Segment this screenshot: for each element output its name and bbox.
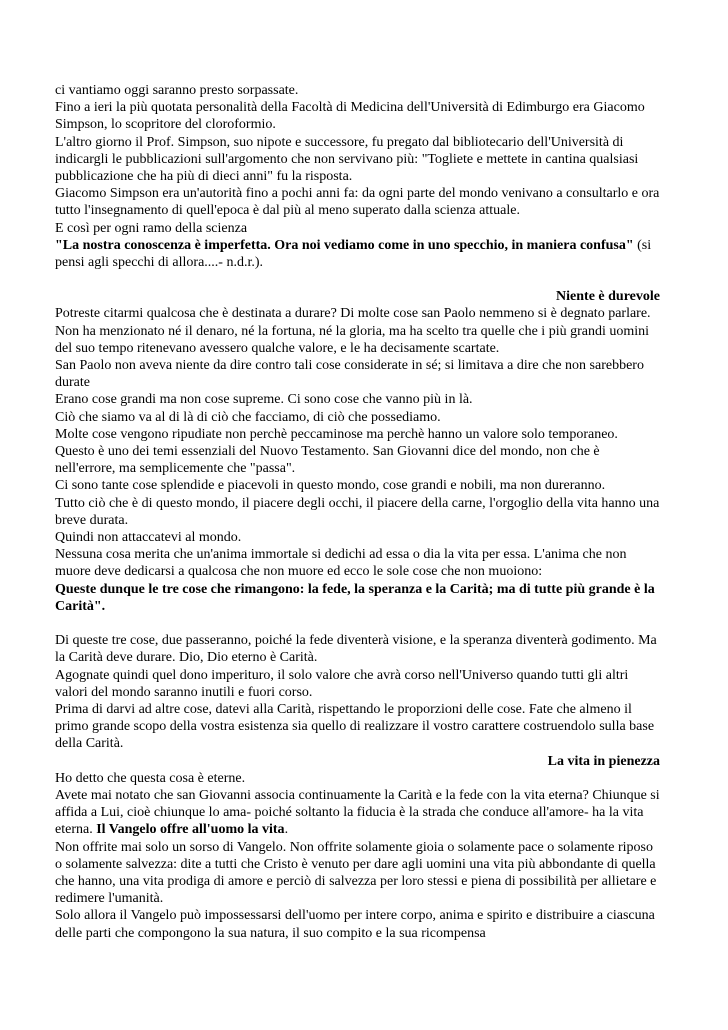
spacer bbox=[55, 271, 660, 288]
paragraph: Questo è uno dei temi essenziali del Nuovo Testamento. San Giovanni dice del mondo, non che è nell'errore, ma semplicemente che "passa". bbox=[55, 444, 600, 477]
paragraph: Potreste citarmi qualcosa che è destinata a durare? Di molte cose san Paolo nemmeno si è degnato parlare. Non ha menzionato né il denaro, né la fortuna, né la gloria, ma ha scelto tra quelle che i più grandi uomini del suo tempo ritenevano avessero qualche valore, e le ha decisamente scartate. bbox=[55, 306, 651, 356]
paragraph: Erano cose grandi ma non cose supreme. Ci sono cose che vanno più in là. bbox=[55, 392, 473, 408]
paragraph: Ci sono tante cose splendide e piacevoli in questo mondo, cose grandi e nobili, ma non dureranno. bbox=[55, 478, 606, 494]
paragraph: Di queste tre cose, due passeranno, poiché la fede diventerà visione, e la speranza diventerà godimento. Ma la Carità deve durare. Dio, Dio eterno è Carità. bbox=[55, 633, 657, 666]
paragraph bbox=[55, 787, 660, 839]
paragraph: Agognate quindi quel dono imperituro, il solo valore che avrà corso nell'Universo quando tutti gli altri valori del mondo saranno inutili e fuori corso. bbox=[55, 667, 629, 700]
paragraph: Non offrite mai solo un sorso di Vangelo. Non offrite solamente gioia o solamente pace o solamente riposo o solamente salvezza: dite a tutti che Cristo è venuto per dare agli uomini una vita più abbondante di quella che hanno, una vita prodiga di amore e perciò di salvezza per loro stessi e piena di possibilità per allietare e redimere l'umanità. bbox=[55, 839, 657, 907]
paragraph: Ciò che siamo va al di là di ciò che facciamo, di ciò che possediamo. bbox=[55, 409, 441, 425]
section-heading-vita: La vita in pienezza bbox=[547, 753, 660, 769]
paragraph: E così per ogni ramo della scienza bbox=[55, 220, 248, 236]
paragraph: Quindi non attaccatevi al mondo. bbox=[55, 530, 242, 546]
paragraph: Ho detto che questa cosa è eterne. bbox=[55, 770, 246, 786]
bold-text: Il Vangelo offre all'uomo la vita bbox=[96, 822, 285, 838]
paragraph: Molte cose vengono ripudiate non perchè peccaminose ma perchè hanno un valore solo temporaneo. bbox=[55, 426, 618, 442]
quote-paragraph bbox=[55, 237, 660, 271]
paragraph: Giacomo Simpson era un'autorità fino a pochi anni fa: da ogni parte del mondo venivano a consultarlo e ora tutto l'insegnamento di quell'epoca è dal più al meno superato dalla scienza attuale. bbox=[55, 186, 660, 219]
section-heading-niente: Niente è durevole bbox=[556, 289, 660, 305]
paragraph: San Paolo non aveva niente da dire contro tali cose considerate in sé; si limitava a dire che non sarebbero durate bbox=[55, 358, 644, 391]
paragraph: Tutto ciò che è di questo mondo, il piacere degli occhi, il piacere della carne, l'orgoglio della vita hanno una breve durata. bbox=[55, 495, 660, 528]
paragraph: Nessuna cosa merita che un'anima immortale si dedichi ad essa o dia la vita per essa. L'anima che non muore deve dedicarsi a qualcosa che non muore ed ecco le sole cose che non muoiono: bbox=[55, 547, 627, 580]
bold-text: Queste dunque le tre cose che rimangono: la fede, la speranza e la Carità; ma di tutte più grande è la Carità". bbox=[55, 581, 655, 614]
text-run: Avete mai notato che san Giovanni associa continuamente la Carità e la fede con la vita eterna? Chiunque si affida a Lui, cioè chiunque lo ama- poiché soltanto la fiducia è la strada che conduce all'amore- ha la vita eterna. bbox=[55, 787, 660, 838]
paragraph: Fino a ieri la più quotata personalità della Facoltà di Medicina dell'Università di Edimburgo era Giacomo Simpson, lo scopritore del cloroformio. bbox=[55, 100, 645, 133]
quote-note: (si pensi agli specchi di allora....- n.d.r.). bbox=[55, 237, 652, 271]
bold-paragraph bbox=[55, 581, 660, 615]
spacer bbox=[55, 615, 660, 632]
paragraph: L'altro giorno il Prof. Simpson, suo nipote e successore, fu pregato dal bibliotecario dell'Università di indicargli le pubblicazioni sull'argomento che non servivano più: "Togliete e mettete in cantina qualsiasi pubblicazione che ha più di dieci anni" fu la risposta. bbox=[55, 134, 639, 185]
document-page bbox=[55, 82, 660, 942]
paragraph: Solo allora il Vangelo può impossessarsi dell'uomo per intere corpo, anima e spirito e distribuire a ciascuna delle parti che compongono la sua natura, il suo compito e la sua ricompensa bbox=[55, 908, 655, 941]
paragraph: Prima di darvi ad altre cose, datevi alla Carità, rispettando le proporzioni delle cose. Fate che almeno il primo grande scopo della vostra esistenza sia quello di realizzare il vostro carattere costruendolo sulla base della Carità. bbox=[55, 701, 655, 752]
paragraph: ci vantiamo oggi saranno presto sorpassate. bbox=[55, 83, 299, 98]
quote-bold: "La nostra conoscenza è imperfetta. Ora noi vediamo come in uno specchio, in maniera confusa" bbox=[55, 237, 634, 253]
text-run: . bbox=[284, 822, 289, 838]
